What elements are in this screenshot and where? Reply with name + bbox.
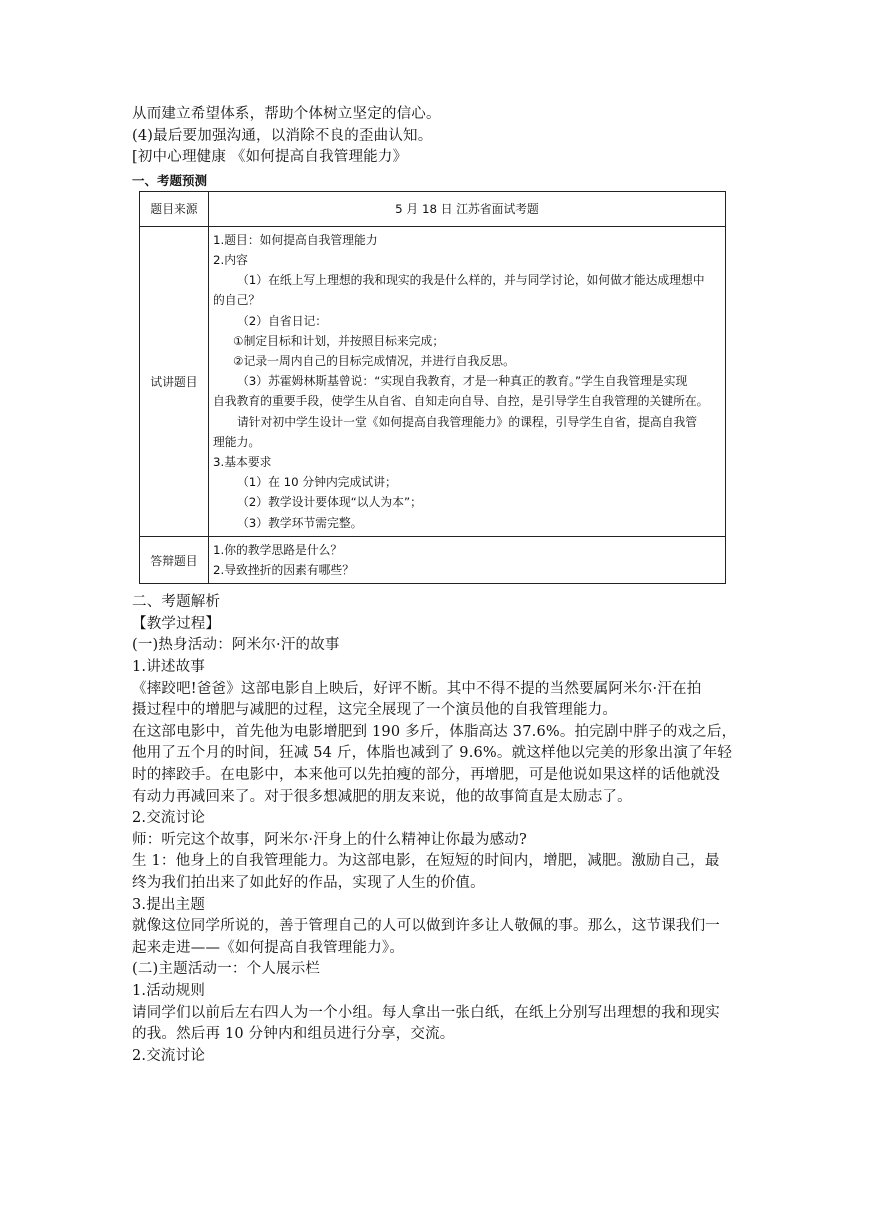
discuss-heading: 2.交流讨论 [132, 810, 206, 827]
lecture-line: （3）苏霍姆林斯基曾说：“实现自我教育，才是一种真正的教育。”学生自我管理是实现 [237, 374, 688, 389]
lecture-label: 试讲题目 [140, 226, 209, 536]
lecture-content [209, 226, 726, 536]
theme-paragraph: 起来走进——《如何提高自我管理能力》。 [132, 939, 405, 956]
story-paragraph-2: 他用了五个月的时间，狂减 54 斤，体脂也减到了 9.6%。就这样他以完美的形象出演了年轻 [132, 745, 733, 762]
defense-line: 2.导致挫折的因素有哪些？ [213, 563, 355, 578]
lecture-line: 请针对初中学生设计一堂《如何提高自我管理能力》的课程，引导学生自省，提高自我管 [237, 414, 698, 429]
lecture-line: ②记录一周内自己的目标完成情况，并进行自我反思。 [233, 354, 515, 368]
table-row-source [140, 191, 726, 226]
section2-heading: 二、考题解析 [132, 594, 221, 611]
exam-table [139, 191, 726, 584]
rules-heading: 1.活动规则 [132, 982, 206, 999]
story-paragraph-1: 《摔跤吧!爸爸》这部电影自上映后，好评不断。其中不得不提的当然要属阿米尔·汗在拍 [132, 680, 702, 697]
rules-paragraph: 请同学们以前后左右四人为一个小组。每人拿出一张白纸，在纸上分别写出理想的我和现实 [132, 1004, 720, 1021]
lecture-line: 1.题目：如何提高自我管理能力 [213, 232, 378, 247]
table-row-lecture [140, 226, 726, 536]
lecture-line: 的自己？ [213, 293, 261, 308]
defense-line: 1.你的教学思路是什么？ [213, 542, 343, 557]
section1-heading: 一、考题预测 [132, 172, 208, 188]
doc-title: [初中心理健康 《如何提高自我管理能力》 [132, 149, 408, 166]
process-heading: 【教学过程】 [132, 615, 221, 632]
lecture-line: 理能力。 [213, 434, 261, 449]
table-row-defense [140, 536, 726, 583]
student-answer: 终为我们拍出来了如此好的作品，实现了人生的价值。 [132, 874, 485, 891]
defense-label: 答辩题目 [140, 536, 209, 583]
intro-line-2: (4)最后要加强沟通，以消除不良的歪曲认知。 [132, 127, 433, 144]
lecture-line: （2）教学设计要体现“以人为本”； [237, 495, 422, 510]
student-answer: 生 1：他身上的自我管理能力。为这部电影，在短短的时间内，增肥，减肥。激励自己，最 [132, 853, 720, 870]
lecture-line: （1）在纸上写上理想的我和现实的我是什么样的，并与同学讨论，如何做才能达成理想中 [237, 273, 705, 288]
lecture-line: ①制定目标和计划，并按照目标来完成； [233, 333, 445, 348]
lecture-line: （3）教学环节需完整。 [237, 515, 363, 530]
source-value: 5 月 18 日 江苏省面试考题 [209, 191, 726, 226]
lecture-line: （2）自省日记： [237, 313, 328, 328]
document-content [132, 104, 740, 1067]
intro-line-1: 从而建立希望体系，帮助个体树立坚定的信心。 [132, 106, 441, 122]
source-label: 题目来源 [140, 191, 209, 226]
warmup-heading: (一)热身活动：阿米尔·汗的故事 [132, 637, 340, 654]
rules-paragraph: 的我。然后再 10 分钟内和组员进行分享，交流。 [132, 1026, 455, 1043]
story-paragraph-2: 时的摔跤手。在电影中，本来他可以先拍瘦的部分，再增肥，可是他说如果这样的话他就没 [132, 766, 720, 783]
theme-paragraph: 就像这位同学所说的，善于管理自己的人可以做到许多让人敬佩的事。那么，这节课我们一 [132, 918, 720, 935]
lecture-line: （1）在 10 分钟内完成试讲； [237, 475, 397, 490]
lecture-line: 2.内容 [213, 252, 248, 267]
theme-heading: 3.提出主题 [132, 896, 206, 913]
activity1-heading: (二)主题活动一：个人展示栏 [132, 961, 321, 978]
story-paragraph-1: 摄过程中的增肥与减肥的过程，这完全展现了一个演员他的自我管理能力。 [132, 702, 618, 719]
defense-content [209, 536, 726, 583]
story-paragraph-2: 有动力再减回来了。对于很多想减肥的朋友来说，他的故事简直是太励志了。 [132, 788, 632, 805]
teacher-question: 师：听完这个故事，阿米尔·汗身上的什么精神让你最为感动? [132, 831, 527, 848]
lecture-line: 自我教育的重要手段，使学生从自省、自知走向自导、自控，是引导学生自我管理的关键所在。 [213, 394, 709, 409]
story-paragraph-2: 在这部电影中，首先他为电影增肥到 190 多斤，体脂高达 37.6%。拍完剧中胖子的戏之后， [132, 723, 737, 740]
story-heading: 1.讲述故事 [132, 659, 206, 676]
lecture-line: 3.基本要求 [213, 455, 272, 470]
discuss2-heading: 2.交流讨论 [132, 1047, 206, 1064]
